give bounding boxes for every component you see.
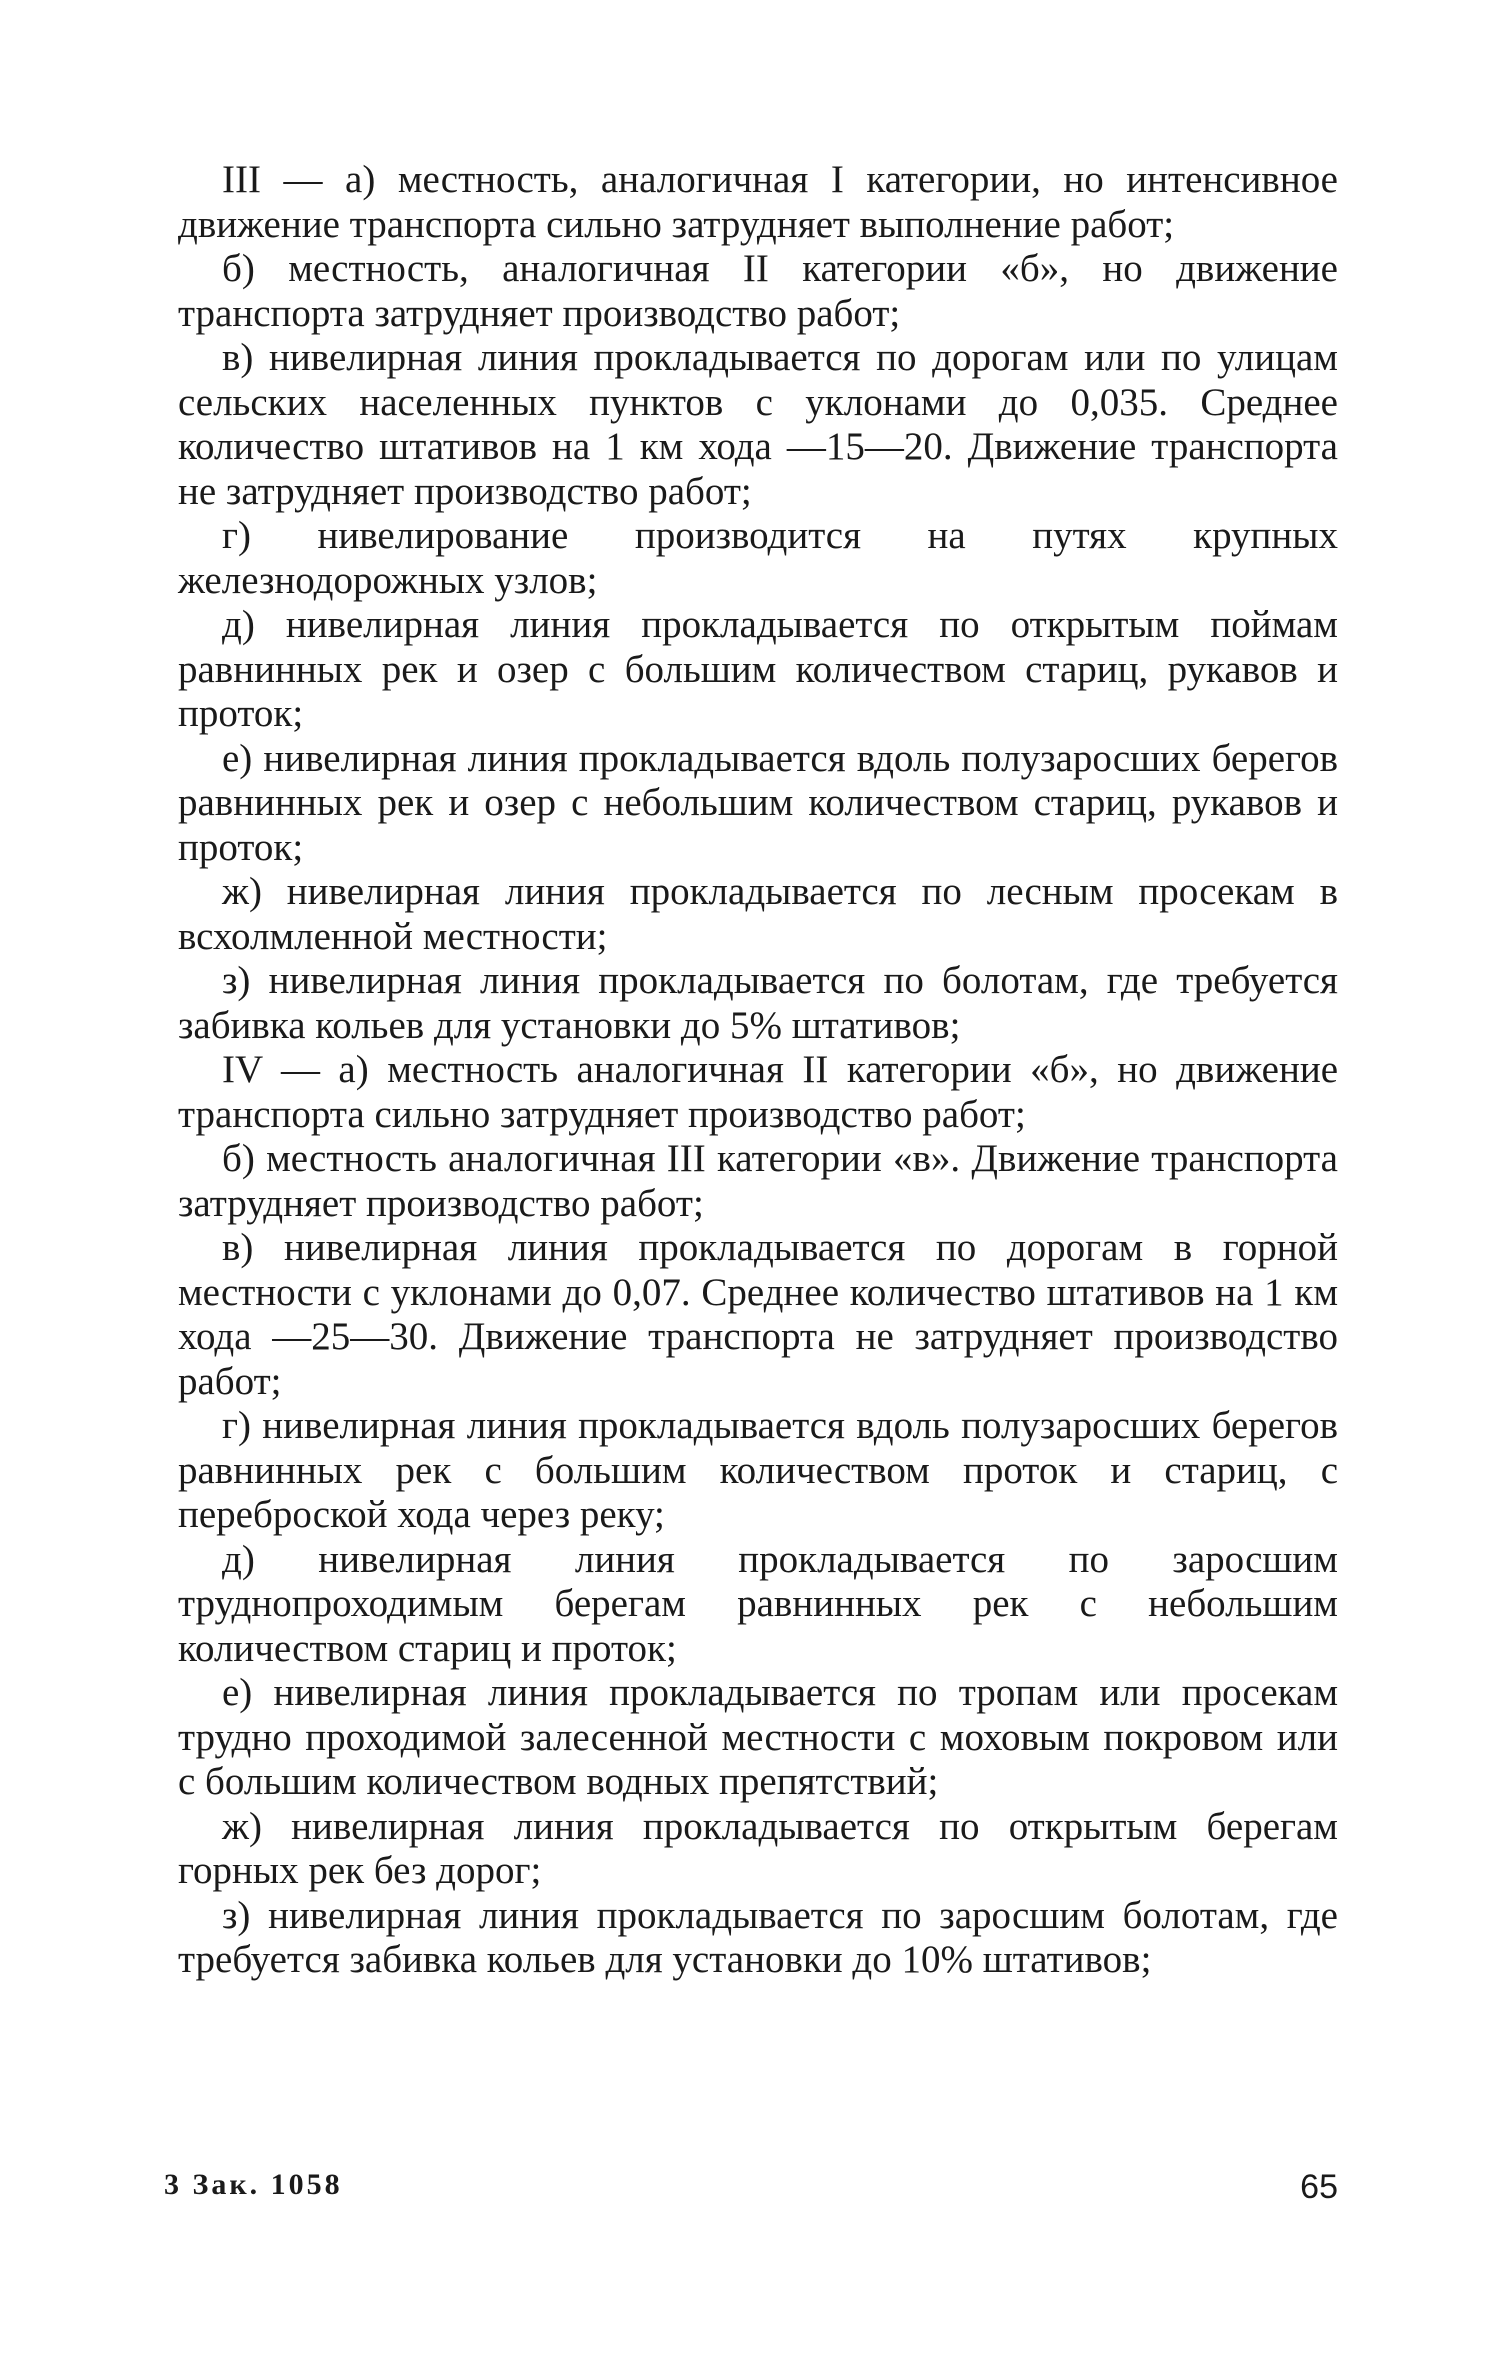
- paragraph-iv-b: б) местность аналогичная III категории «в». Движение транспорта затрудняет производство работ;: [178, 1137, 1338, 1225]
- paragraph-iii-e: е) нивелирная линия прокладывается вдоль полузаросших берегов равнинных рек и озер с небольшим количеством стариц, рукавов и проток;: [178, 736, 1338, 869]
- paragraph-iii-a: III — а) местность, аналогичная I категории, но интенсивное движение транспорта сильно затрудняет выполнение работ;: [178, 158, 1338, 246]
- paragraph-iv-d: д) нивелирная линия прокладывается по заросшим труднопроходимым берегам равнинных рек с небольшим количеством стариц и проток;: [178, 1537, 1338, 1670]
- paragraph-iii-d: д) нивелирная линия прокладывается по открытым поймам равнинных рек и озер с большим количеством стариц, рукавов и проток;: [178, 603, 1338, 735]
- paragraph-iv-g: г) нивелирная линия прокладывается вдоль полузаросших берегов равнинных рек с большим количеством проток и стариц, с переброской хода через реку;: [178, 1404, 1338, 1536]
- paragraph-iv-z: з) нивелирная линия прокладывается по заросшим болотам, где требуется забивка кольев для установки до 10% штативов;: [178, 1893, 1338, 1981]
- paragraph-iv-v: в) нивелирная линия прокладывается по дорогам в горной местности с уклонами до 0,07. Среднее количество штативов на 1 км хода —25—30. Движение транспорта не затрудняет производство работ;: [178, 1226, 1338, 1403]
- paragraph-iii-z: з) нивелирная линия прокладывается по болотам, где требуется забивка кольев для установки до 5% штативов;: [178, 959, 1338, 1047]
- page-number: 65: [1300, 2168, 1338, 2206]
- paragraph-iv-zh: ж) нивелирная линия прокладывается по открытым берегам горных рек без дорог;: [178, 1804, 1338, 1892]
- page-footer: [164, 2168, 1338, 2218]
- paragraph-iii-zh: ж) нивелирная линия прокладывается по лесным просекам в всхолмленной местности;: [178, 870, 1338, 958]
- paragraph-iii-g: г) нивелирование производится на путях крупных железнодорожных узлов;: [178, 514, 1338, 602]
- paragraph-iv-e: е) нивелирная линия прокладывается по тропам или просекам трудно проходимой залесенной местности с моховым покровом или с большим количеством водных препятствий;: [178, 1671, 1338, 1803]
- page-body: [178, 158, 1338, 1983]
- paragraph-iii-v: в) нивелирная линия прокладывается по дорогам или по улицам сельских населенных пунктов с уклонами до 0,035. Среднее количество штативов на 1 км хода —15—20. Движение транспорта не затрудняет производство работ;: [178, 336, 1338, 513]
- print-signature: 3 Зак. 1058: [164, 2168, 343, 2201]
- paragraph-iii-b: б) местность, аналогичная II категории «б», но движение транспорта затрудняет производство работ;: [178, 247, 1338, 335]
- paragraph-iv-a: IV — а) местность аналогичная II категории «б», но движение транспорта сильно затрудняет производство работ;: [178, 1048, 1338, 1136]
